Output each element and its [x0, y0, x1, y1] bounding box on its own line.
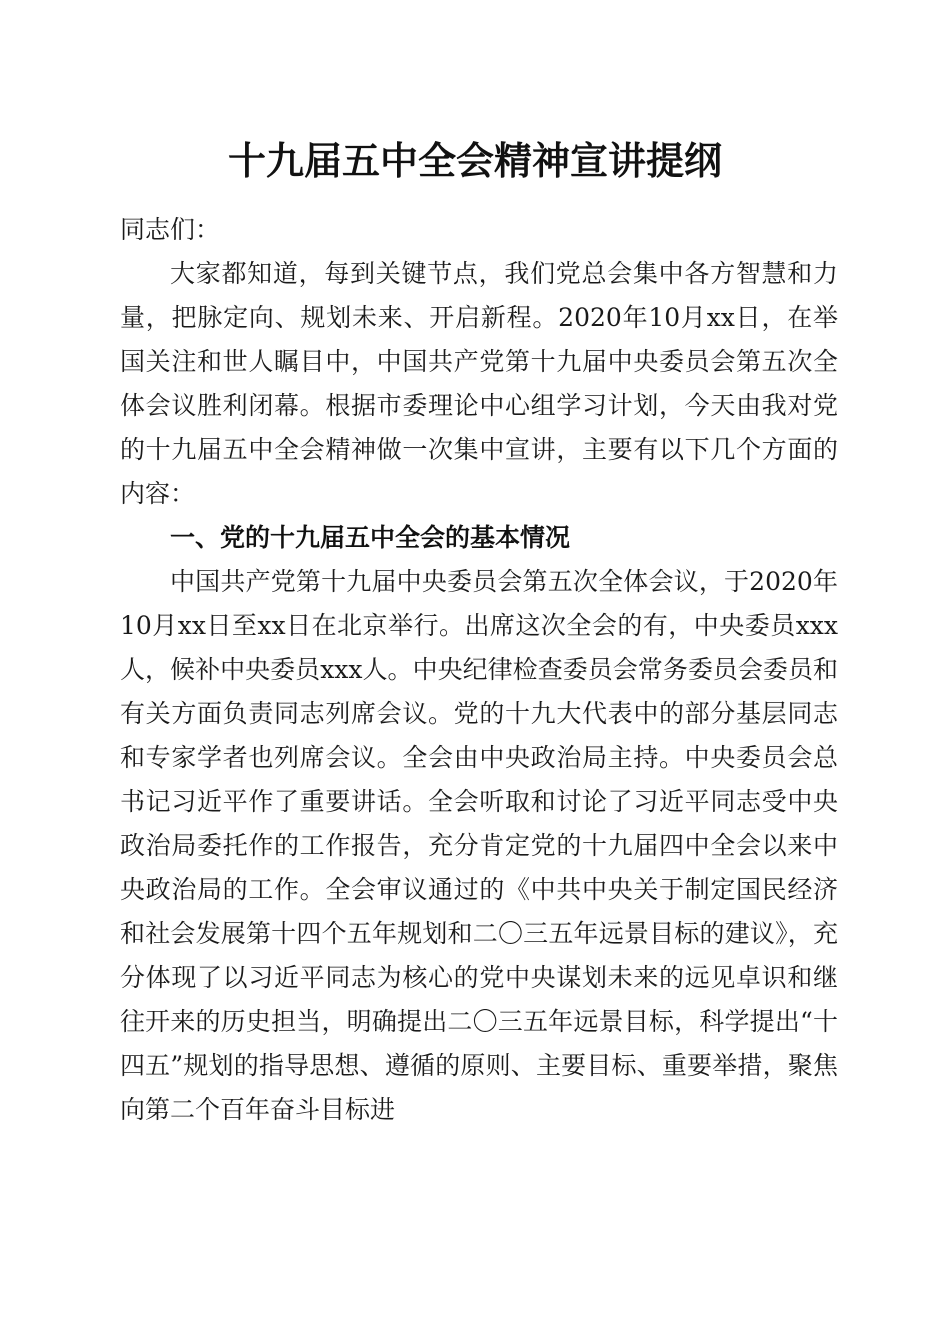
intro-paragraph: 大家都知道，每到关键节点，我们党总会集中各方智慧和力量，把脉定向、规划未来、开启新程。2020年10月xx日，在举国关注和世人瞩目中，中国共产党第十九届中央委员会第五次全体会议胜利闭幕。根据市委理论中心组学习计划，今天由我对党的十九届五中全会精神做一次集中宣讲，主要有以下几个方面的内容：	[120, 259, 838, 508]
document-title: 十九届五中全会精神宣讲提纲	[227, 138, 722, 183]
document-body	[120, 208, 838, 1132]
section-1-paragraph: 中国共产党第十九届中央委员会第五次全体会议，于2020年10月xx日至xx日在北京举行。出席这次全会的有，中央委员xxx人，候补中央委员xxx人。中央纪律检查委员会常务委员会委员和有关方面负责同志列席会议。党的十九大代表中的部分基层同志和专家学者也列席会议。全会由中央政治局主持。中央委员会总书记习近平作了重要讲话。全会听取和讨论了习近平同志受中央政治局委托作的工作报告，充分肯定党的十九届四中全会以来中央政治局的工作。全会审议通过的《中共中央关于制定国民经济和社会发展第十四个五年规划和二〇三五年远景目标的建议》，充分体现了以习近平同志为核心的党中央谋划未来的远见卓识和继往开来的历史担当，明确提出二〇三五年远景目标，科学提出“十四五”规划的指导思想、遵循的原则、主要目标、重要举措，聚焦向第二个百年奋斗目标进	[120, 567, 838, 1124]
greeting: 同志们：	[120, 215, 221, 244]
section-heading-1: 一、党的十九届五中全会的基本情况	[170, 523, 571, 552]
